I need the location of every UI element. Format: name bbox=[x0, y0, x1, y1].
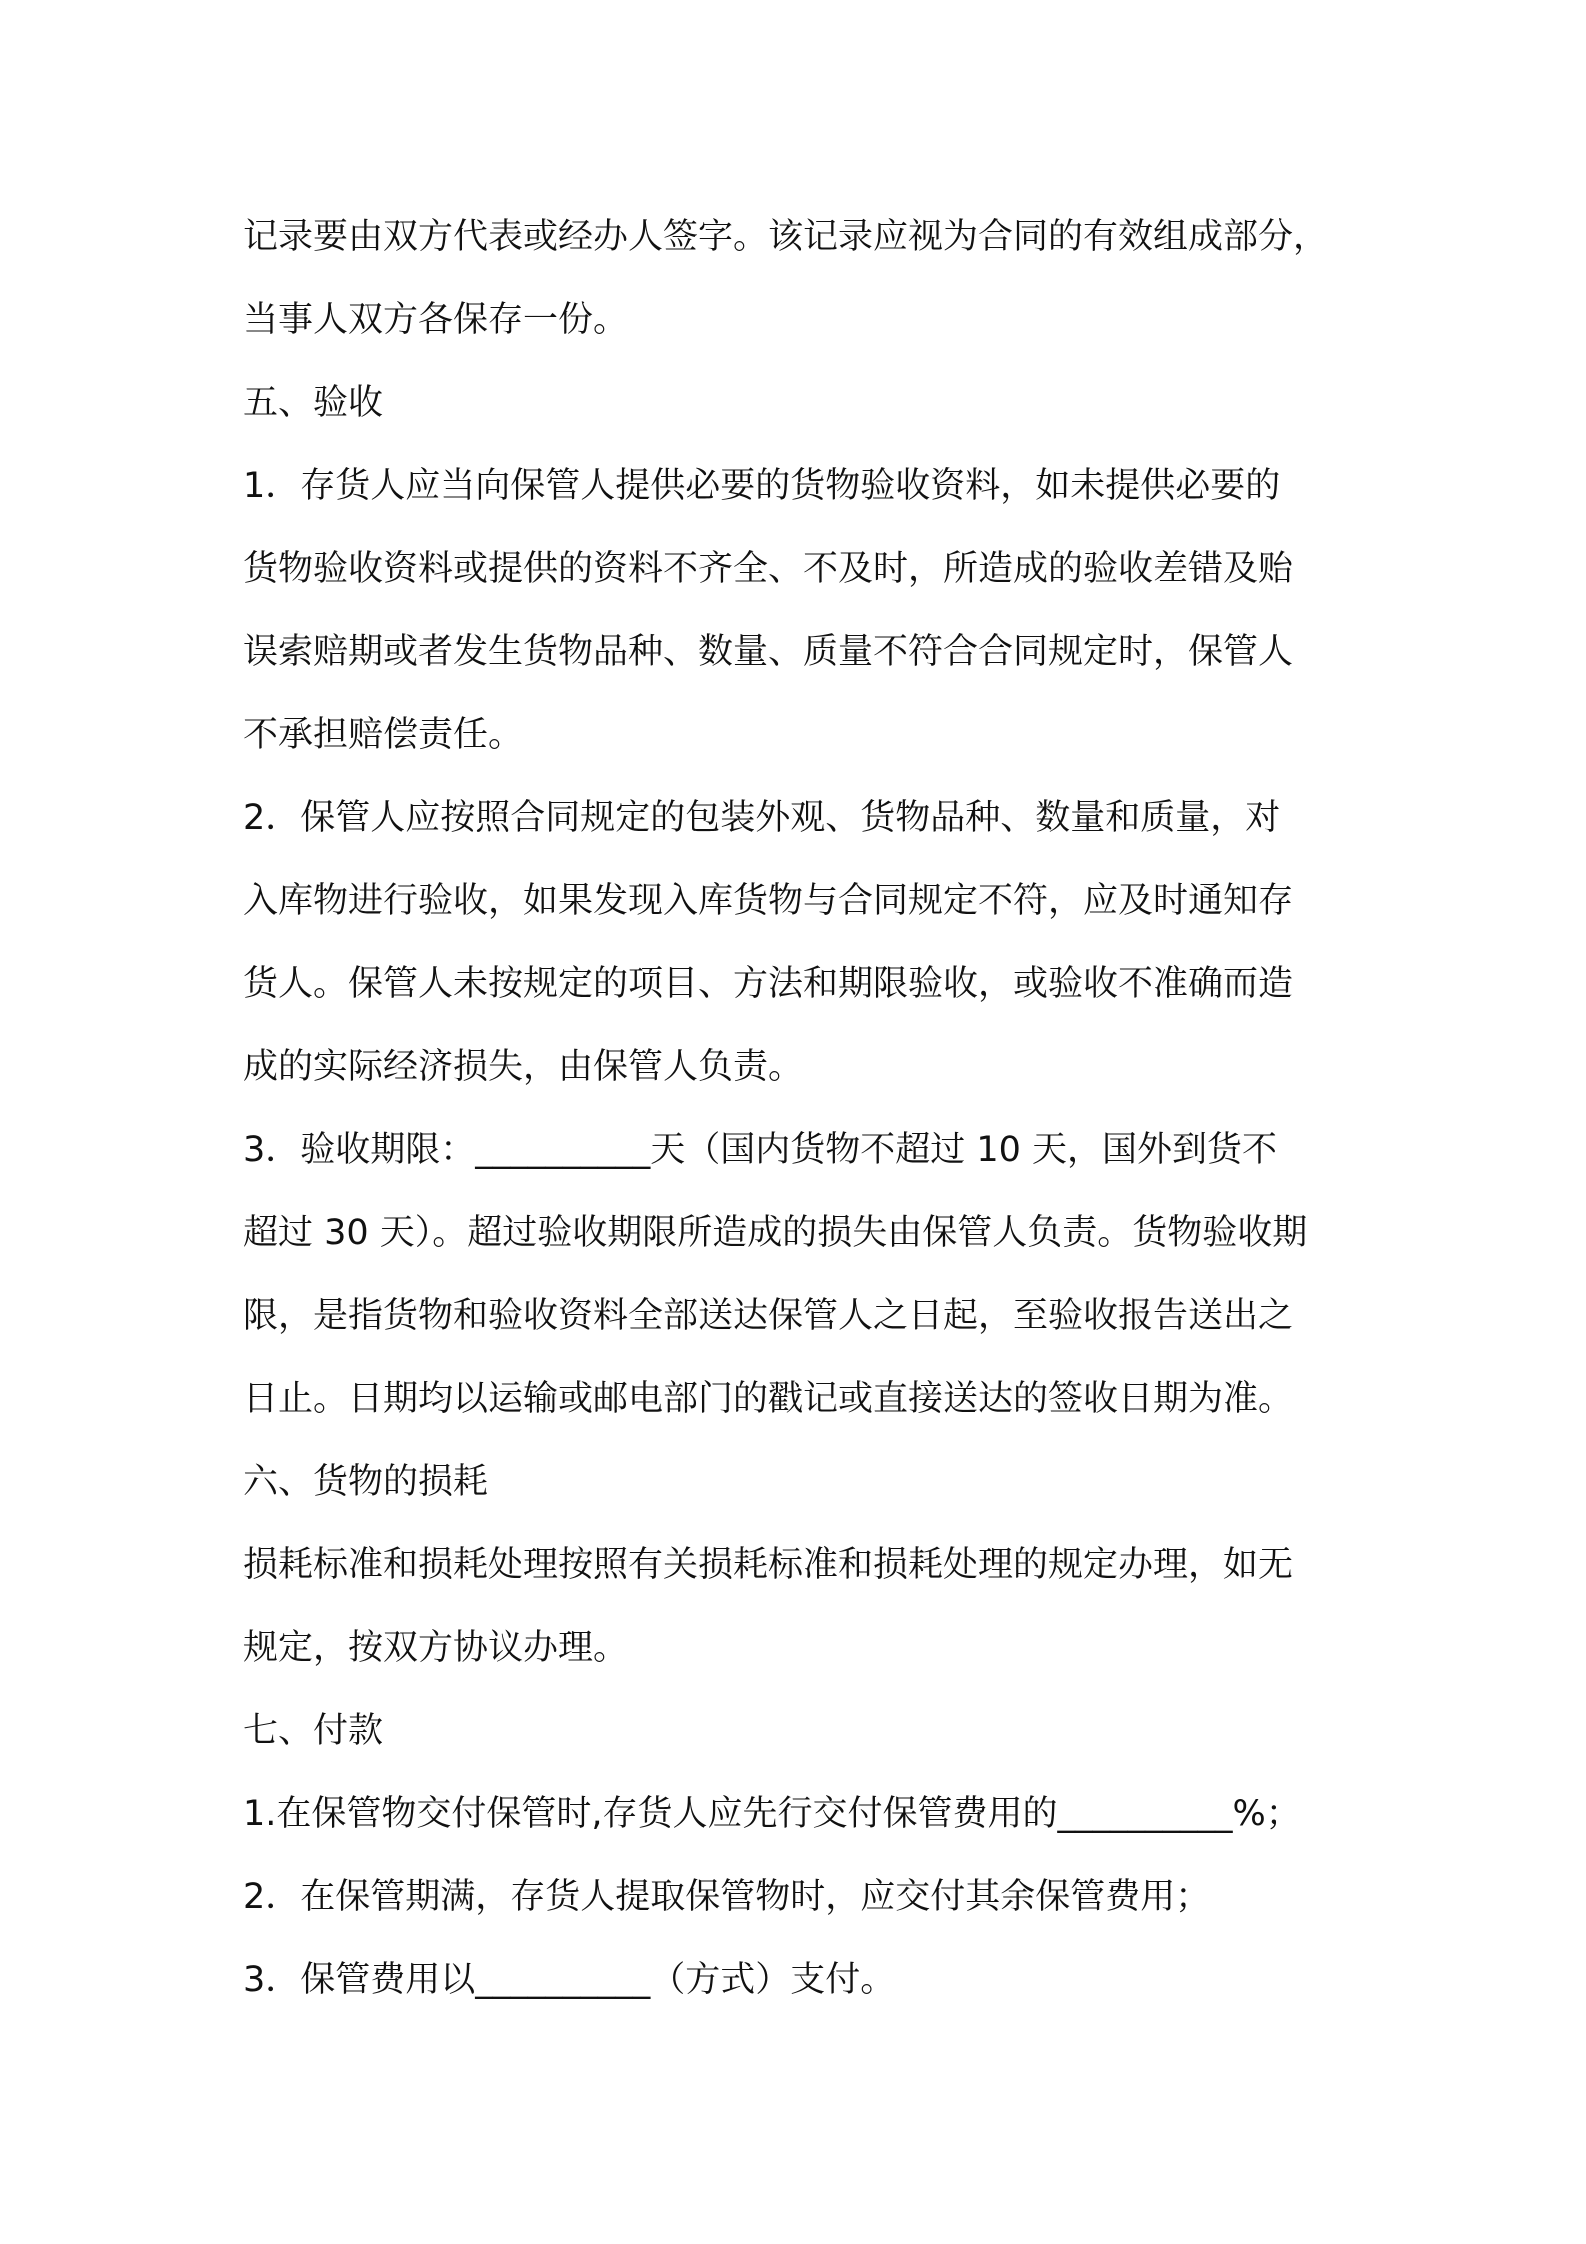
section-heading: 六、货物的损耗 bbox=[243, 1462, 489, 1502]
section-heading: 五、验收 bbox=[243, 383, 384, 423]
paragraph-line: 1．存货人应当向保管人提供必要的货物验收资料，如未提供必要的 bbox=[243, 466, 1281, 506]
paragraph-line: 日止。日期均以运输或邮电部门的戳记或直接送达的签收日期为准。 bbox=[243, 1379, 1294, 1419]
document-body bbox=[243, 196, 1373, 2022]
paragraph-line: 记录要由双方代表或经办人签字。该记录应视为合同的有效组成部分， bbox=[243, 217, 1329, 257]
paragraph-line: 货物验收资料或提供的资料不齐全、不及时，所造成的验收差错及贻 bbox=[243, 549, 1294, 589]
paragraph-line: 损耗标准和损耗处理按照有关损耗标准和损耗处理的规定办理，如无 bbox=[243, 1545, 1294, 1585]
paragraph-line: 限，是指货物和验收资料全部送达保管人之日起，至验收报告送出之 bbox=[243, 1296, 1294, 1336]
paragraph-line: 入库物进行验收，如果发现入库货物与合同规定不符，应及时通知存 bbox=[243, 881, 1294, 921]
paragraph-line: 当事人双方各保存一份。 bbox=[243, 300, 629, 340]
paragraph-line: 超过 30 天）。超过验收期限所造成的损失由保管人负责。货物验收期 bbox=[243, 1213, 1308, 1253]
paragraph-line: 不承担赔偿责任。 bbox=[243, 715, 524, 755]
paragraph-line: 规定，按双方协议办理。 bbox=[243, 1628, 629, 1668]
paragraph-line: 2．保管人应按照合同规定的包装外观、货物品种、数量和质量，对 bbox=[243, 798, 1281, 838]
paragraph-line: 2．在保管期满，存货人提取保管物时，应交付其余保管费用； bbox=[243, 1877, 1211, 1917]
paragraph-line: 货人。保管人未按规定的项目、方法和期限验收，或验收不准确而造 bbox=[243, 964, 1294, 1004]
paragraph-line: 成的实际经济损失，由保管人负责。 bbox=[243, 1047, 804, 1087]
paragraph-line: 3．验收期限：__________天（国内货物不超过 10 天，国外到货不 bbox=[243, 1130, 1278, 1170]
paragraph-line: 3．保管费用以__________（方式）支付。 bbox=[243, 1960, 896, 2000]
paragraph-line: 1.在保管物交付保管时,存货人应先行交付保管费用的__________%； bbox=[243, 1794, 1301, 1834]
section-heading: 七、付款 bbox=[243, 1711, 384, 1751]
paragraph-line: 误索赔期或者发生货物品种、数量、质量不符合合同规定时，保管人 bbox=[243, 632, 1294, 672]
